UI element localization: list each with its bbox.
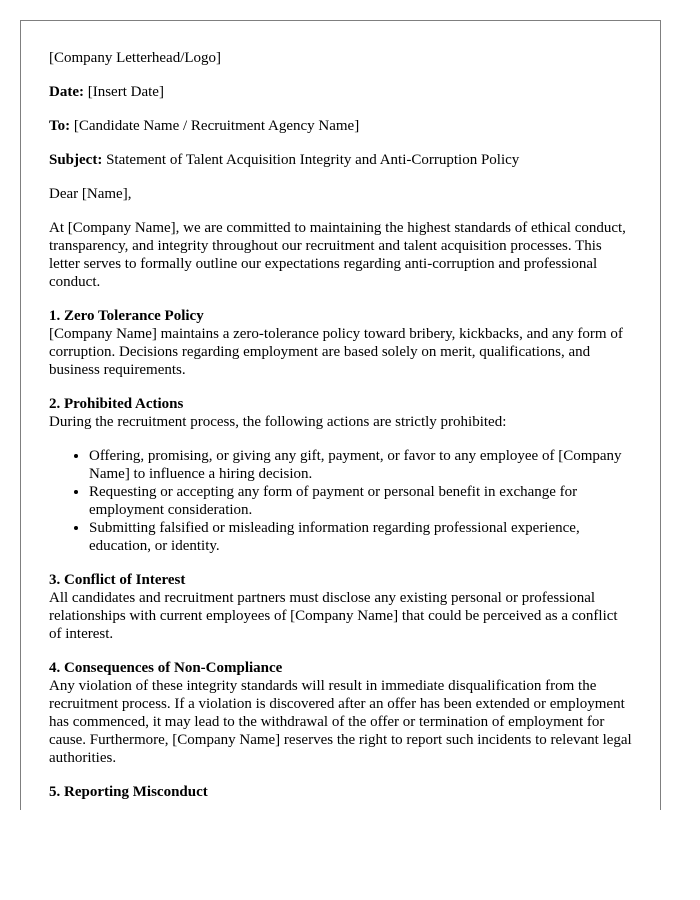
date-value: [Insert Date] [87, 84, 164, 100]
letter-page [20, 20, 661, 810]
list-item: • Offering, promising, or giving any gift, payment, or favor to any employee of [Company Name] to influence a hiring decision. [89, 447, 632, 483]
section-reporting-misconduct [49, 783, 632, 801]
section-title: 2. Prohibited Actions [49, 396, 184, 412]
subject-value: Statement of Talent Acquisition Integrity and Anti-Corruption Policy [106, 152, 520, 168]
to-value: [Candidate Name / Recruitment Agency Name] [73, 118, 360, 134]
section-conflict-of-interest [49, 571, 632, 643]
list-item: • Submitting falsified or misleading information regarding professional experience, education, or identity. [89, 519, 632, 555]
list-item: • Requesting or accepting any form of payment or personal benefit in exchange for employment consideration. [89, 483, 632, 519]
section-body: During the recruitment process, the following actions are strictly prohibited: [49, 414, 507, 430]
section-title: 4. Consequences of Non-Compliance [49, 660, 283, 676]
letterhead: [Company Letterhead/Logo] [49, 50, 222, 66]
salutation: Dear [Name], [49, 186, 132, 202]
section-title: 3. Conflict of Interest [49, 572, 186, 588]
section-consequences [49, 659, 632, 767]
section-body: All candidates and recruitment partners must disclose any existing personal or professional relationships with current employees of [Company Name] that could be perceived as a conflict of interest. [49, 590, 618, 642]
section-body: [Company Name] maintains a zero-tolerance policy toward bribery, kickbacks, and any form of corruption. Decisions regarding employment are based solely on merit, qualifications, and business requirements. [49, 326, 623, 378]
intro-paragraph: At [Company Name], we are committed to maintaining the highest standards of ethical conduct, transparency, and integrity throughout our recruitment and talent acquisition processes. This letter serves to formally outline our expectations regarding anti-corruption and professional conduct. [49, 220, 626, 290]
prohibited-actions-list [49, 447, 632, 555]
section-prohibited-actions [49, 395, 632, 555]
section-title: 1. Zero Tolerance Policy [49, 308, 204, 324]
subject-line [49, 151, 632, 169]
subject-label: Subject: [49, 152, 103, 168]
to-line [49, 117, 632, 135]
section-title: 5. Reporting Misconduct [49, 784, 208, 800]
section-body: Any violation of these integrity standards will result in immediate disqualification from the recruitment process. If a violation is discovered after an offer has been extended or employment has commenced, it may lead to the withdrawal of the offer or termination of employment for cause. Furthermore, [Company Name] reserves the right to report such incidents to relevant legal authorities. [49, 678, 632, 766]
section-zero-tolerance [49, 307, 632, 379]
letter-body [21, 21, 660, 801]
to-label: To: [49, 118, 71, 134]
date-line [49, 83, 632, 101]
date-label: Date: [49, 84, 84, 100]
